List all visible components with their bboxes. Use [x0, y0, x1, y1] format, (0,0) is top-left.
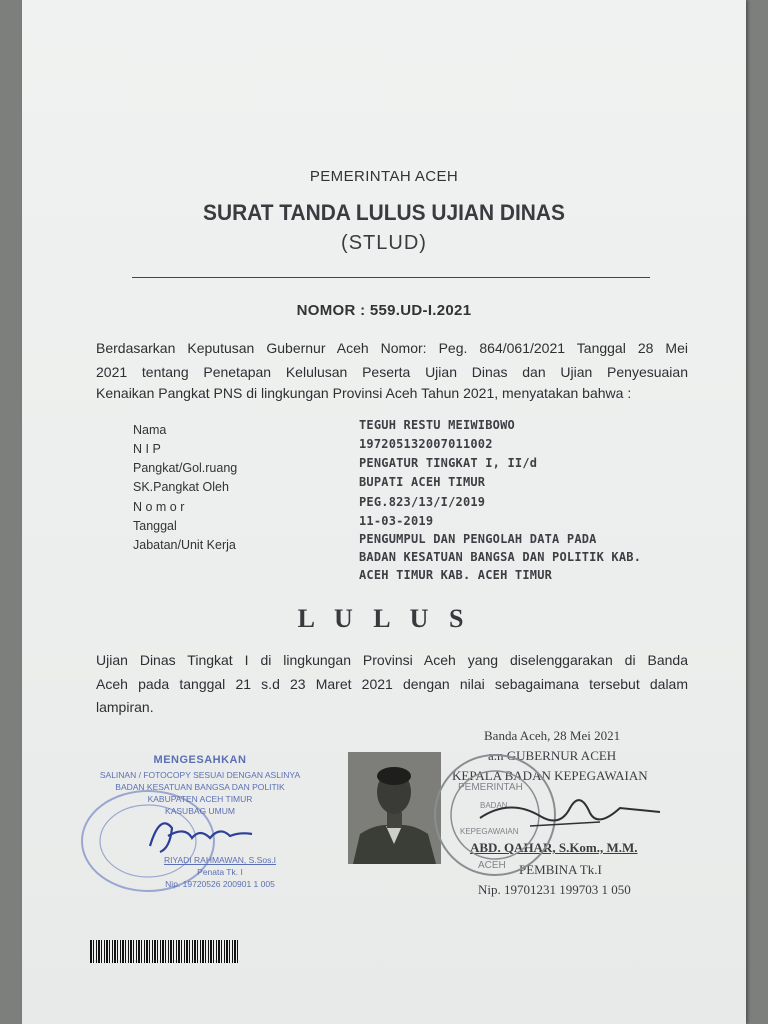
intro-line-1: Berdasarkan Keputusan Gubernur Aceh Nomor: Peg. 864/061/2021 Tanggal 28 Mei — [96, 340, 688, 356]
field-label-number: N o m o r — [133, 500, 185, 514]
legalization-name: RIYADI RAHMAWAN, S.Sos.I — [163, 855, 277, 865]
signer-name: ABD. QAHAR, S.Kom., M.M. — [470, 840, 638, 855]
document-number: NOMOR : 559.UD-I.2021 — [296, 302, 472, 319]
barcode — [90, 940, 240, 963]
field-label-name: Nama — [133, 423, 167, 437]
legalization-line-4: KASUBAG UMUM — [165, 806, 235, 816]
field-value-rank: PENGATUR TINGKAT I, II/d — [359, 456, 538, 470]
field-label-date: Tanggal — [133, 519, 177, 533]
field-label-nip: N I P — [133, 442, 161, 456]
document-title: SURAT TANDA LULUS UJIAN DINAS — [203, 200, 565, 225]
field-value-nip: 197205132007011002 — [359, 437, 493, 451]
signer-rank: PEMBINA Tk.I — [519, 862, 602, 877]
field-value-number: PEG.823/13/I/2019 — [359, 495, 486, 509]
statement-line-1: Ujian Dinas Tingkat I di lingkungan Provinsi Aceh yang diselenggarakan di Banda — [96, 652, 688, 668]
legalization-rank: Penata Tk. I — [197, 867, 243, 877]
intro-line-2: 2021 tentang Penetapan Kelulusan Peserta Ujian Dinas dan Ujian Penyesuaian — [96, 364, 688, 380]
field-value-date: 11-03-2019 — [359, 514, 434, 528]
stamp-text-kepeg: KEPEGAWAIAN — [460, 827, 519, 836]
field-label-sk: SK.Pangkat Oleh — [133, 480, 229, 494]
legalization-signature — [140, 808, 260, 858]
legalization-heading: MENGESAHKAN — [153, 754, 247, 766]
statement-line-2: Aceh pada tanggal 21 s.d 23 Maret 2021 dengan nilai sebagaimana tersebut dalam — [96, 676, 688, 692]
government-heading: PEMERINTAH ACEH — [309, 168, 459, 185]
intro-line-3: Kenaikan Pangkat PNS di lingkungan Provinsi Aceh Tahun 2021, menyatakan bahwa : — [96, 385, 632, 401]
legalization-nip: Nip. 19720526 200901 1 005 — [165, 879, 275, 889]
signer-signature — [470, 778, 670, 838]
document-subtitle: (STLUD) — [341, 232, 427, 254]
header-divider — [132, 277, 650, 278]
person-photo-image — [348, 752, 441, 864]
field-value-name: TEGUH RESTU MEIWIBOWO — [359, 418, 515, 432]
field-value-position-line-3: ACEH TIMUR KAB. ACEH TIMUR — [359, 568, 553, 582]
stamp-text-bottom: ACEH — [478, 860, 506, 871]
signing-office: KEPALA BADAN KEPEGAWAIAN — [452, 768, 648, 783]
field-label-position: Jabatan/Unit Kerja — [133, 538, 236, 552]
result-heading: L U L U S — [297, 604, 471, 633]
stamp-text-badan: BADAN — [480, 801, 508, 810]
statement-line-3: lampiran. — [96, 699, 154, 715]
field-label-rank: Pangkat/Gol.ruang — [133, 461, 238, 475]
legalization-line-1: SALINAN / FOTOCOPY SESUAI DENGAN ASLINYA — [99, 770, 301, 780]
field-value-position: PENGUMPUL DAN PENGOLAH DATA PADA — [359, 532, 597, 546]
id-photo — [348, 752, 441, 864]
field-value-sk: BUPATI ACEH TIMUR — [359, 475, 486, 489]
field-value-position-line-2: BADAN KESATUAN BANGSA DAN POLITIK KAB. — [359, 550, 642, 564]
signing-on-behalf: a.n GUBERNUR ACEH — [488, 748, 617, 763]
stamp-text-top: PEMERINTAH — [458, 782, 523, 793]
signing-place-date: Banda Aceh, 28 Mei 2021 — [484, 728, 621, 743]
signer-nip: Nip. 19701231 199703 1 050 — [478, 882, 631, 897]
legalization-line-2: BADAN KESATUAN BANGSA DAN POLITIK — [115, 782, 285, 792]
legalization-line-3: KABUPATEN ACEH TIMUR — [147, 794, 253, 804]
